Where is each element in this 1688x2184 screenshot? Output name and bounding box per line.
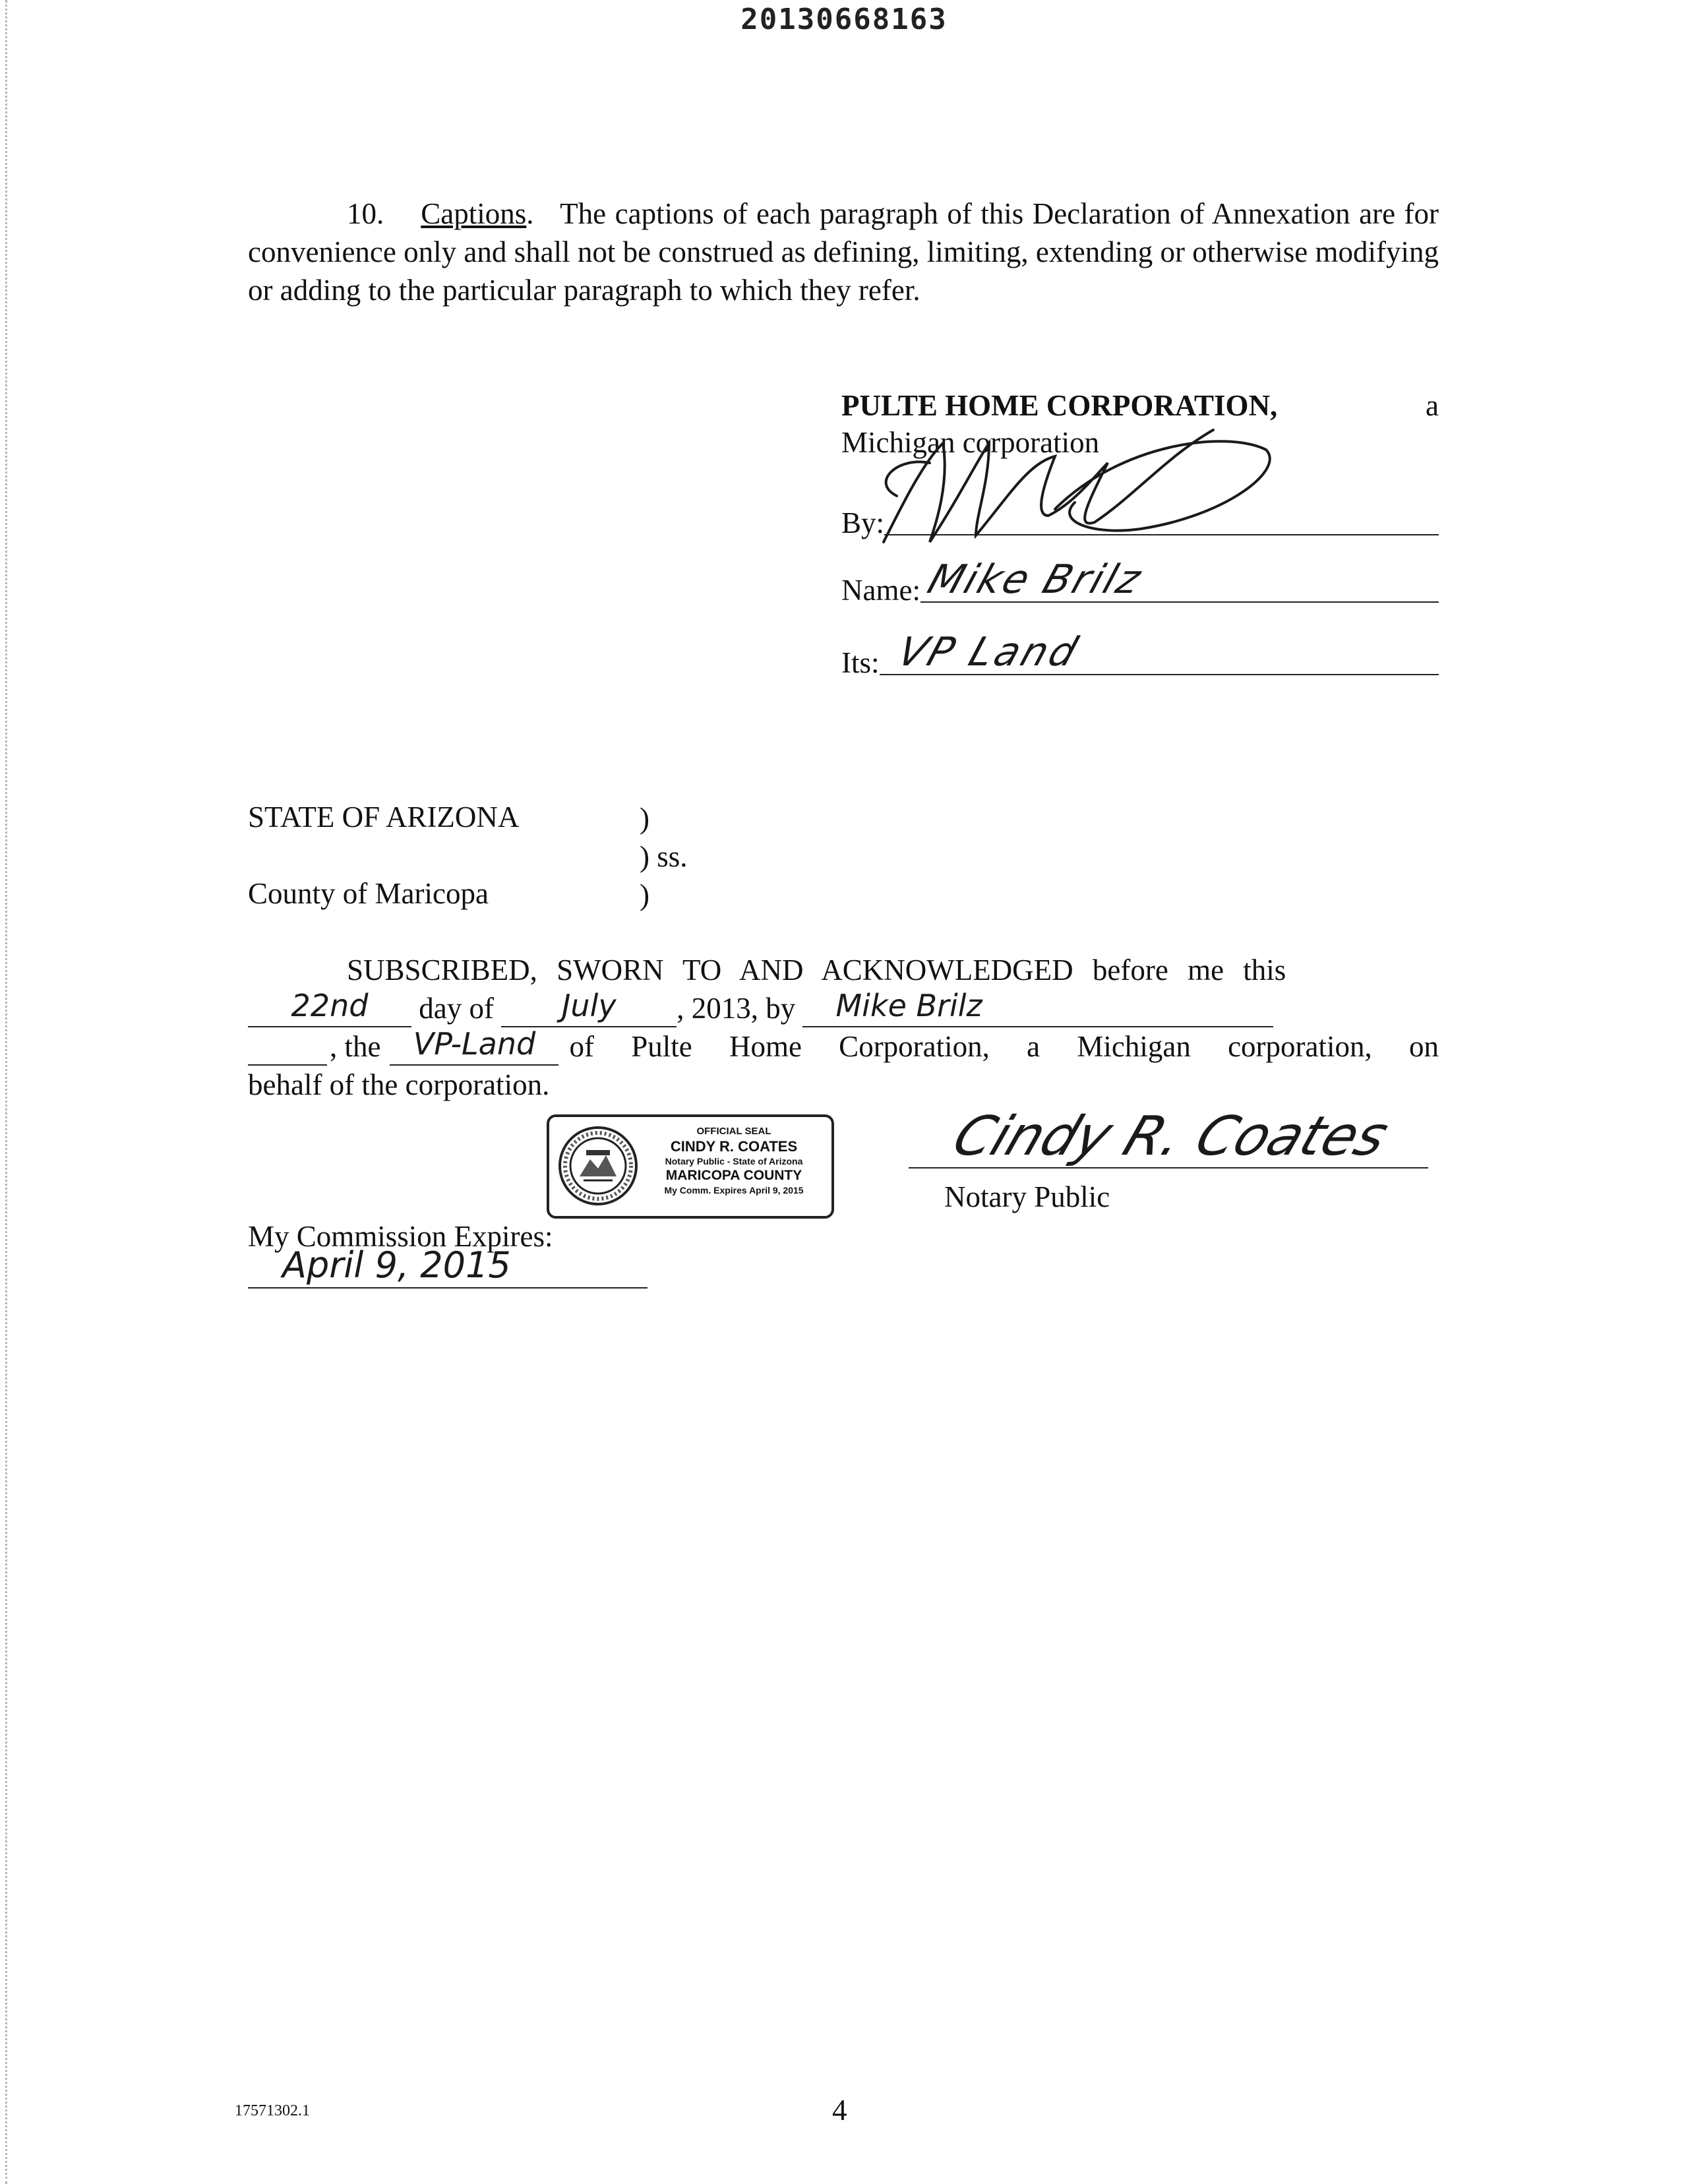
ack-lead-text: SUBSCRIBED, SWORN TO AND ACKNOWLEDGED before me this	[347, 954, 1286, 986]
paragraph-number: 10.	[347, 197, 384, 230]
commission-label: My Commission Expires:	[248, 1220, 553, 1253]
name-field	[841, 557, 1439, 609]
its-label: Its:	[841, 646, 880, 679]
stamp-notary-state: Notary Public - State of Arizona	[665, 1156, 803, 1167]
name-handwritten: Mike Brilz	[922, 557, 1149, 603]
corporation-type: Michigan corporation	[841, 426, 1100, 459]
by-label: By:	[841, 506, 885, 539]
year-by-text: , 2013, by	[677, 992, 796, 1025]
recording-number: 20130668163	[740, 3, 948, 36]
month-blank	[501, 988, 677, 1027]
the-text: , the	[330, 1030, 381, 1063]
commission-line	[248, 1244, 648, 1289]
its-line	[880, 629, 1439, 675]
stamp-county: MARICOPA COUNTY	[665, 1168, 802, 1183]
venue-paren-top: )	[640, 802, 649, 835]
scan-edge-artifact	[5, 0, 7, 2184]
title-handwritten: VP-Land	[413, 1026, 536, 1062]
notary-signature-handwritten: Cindy R. Coates	[944, 1105, 1397, 1168]
stamp-title: OFFICIAL SEAL	[696, 1126, 771, 1137]
venue-county: County of Maricopa	[248, 877, 489, 910]
corporation-name: PULTE HOME CORPORATION,	[841, 389, 1278, 422]
its-handwritten: VP Land	[891, 629, 1085, 675]
authorized-signature-scribble	[857, 404, 1279, 555]
venue-state: STATE OF ARIZONA	[248, 801, 520, 834]
day-blank	[248, 988, 411, 1027]
signer-blank	[802, 988, 1273, 1027]
captions-paragraph: 10. Captions. The captions of each paragraph of this Declaration of Annexation are for convenience only and shall not be construed as defining, limiting, extending or otherwise modifying or adding to the particular paragraph to which they refer.	[248, 197, 1439, 307]
acknowledgment-line-3	[248, 1027, 1439, 1066]
stamp-expiry: My Comm. Expires April 9, 2015	[664, 1185, 804, 1196]
acknowledgment-closing: behalf of the corporation.	[248, 1068, 550, 1101]
stamp-text	[642, 1125, 826, 1196]
of-company-text: of Pulte Home Corporation, a Michigan corporation, on	[569, 1030, 1439, 1063]
captions-heading: Captions	[421, 197, 527, 230]
commission-handwritten: April 9, 2015	[282, 1244, 511, 1286]
acknowledgment-line-2	[248, 989, 1273, 1027]
page-number: 4	[832, 2094, 847, 2127]
stamp-notary-name: CINDY R. COATES	[670, 1138, 798, 1155]
signer-handwritten: Mike Brilz	[835, 988, 982, 1023]
venue-paren-bottom: )	[640, 878, 649, 911]
month-handwritten: July	[561, 988, 617, 1023]
venue-paren-ss: ) ss.	[640, 840, 688, 873]
its-field	[841, 629, 1439, 682]
leading-blank	[248, 1031, 327, 1066]
title-blank	[390, 1026, 558, 1066]
state-seal-icon	[557, 1125, 639, 1207]
name-line	[920, 557, 1439, 603]
name-label: Name:	[841, 574, 920, 607]
notary-public-label: Notary Public	[944, 1180, 1110, 1213]
notary-stamp	[547, 1114, 834, 1219]
corporation-article: a	[1426, 389, 1439, 422]
day-of-text: day of	[419, 992, 494, 1025]
day-handwritten: 22nd	[291, 988, 369, 1023]
captions-text: The captions of each paragraph of this Declaration of Annexation are for convenience only and shall not be construed as defining, limiting, extending or otherwise modifying or adding to the particular paragraph to which they refer.	[248, 197, 1439, 307]
acknowledgment-lead	[248, 951, 1439, 989]
footer-document-id: 17571302.1	[235, 2102, 310, 2119]
